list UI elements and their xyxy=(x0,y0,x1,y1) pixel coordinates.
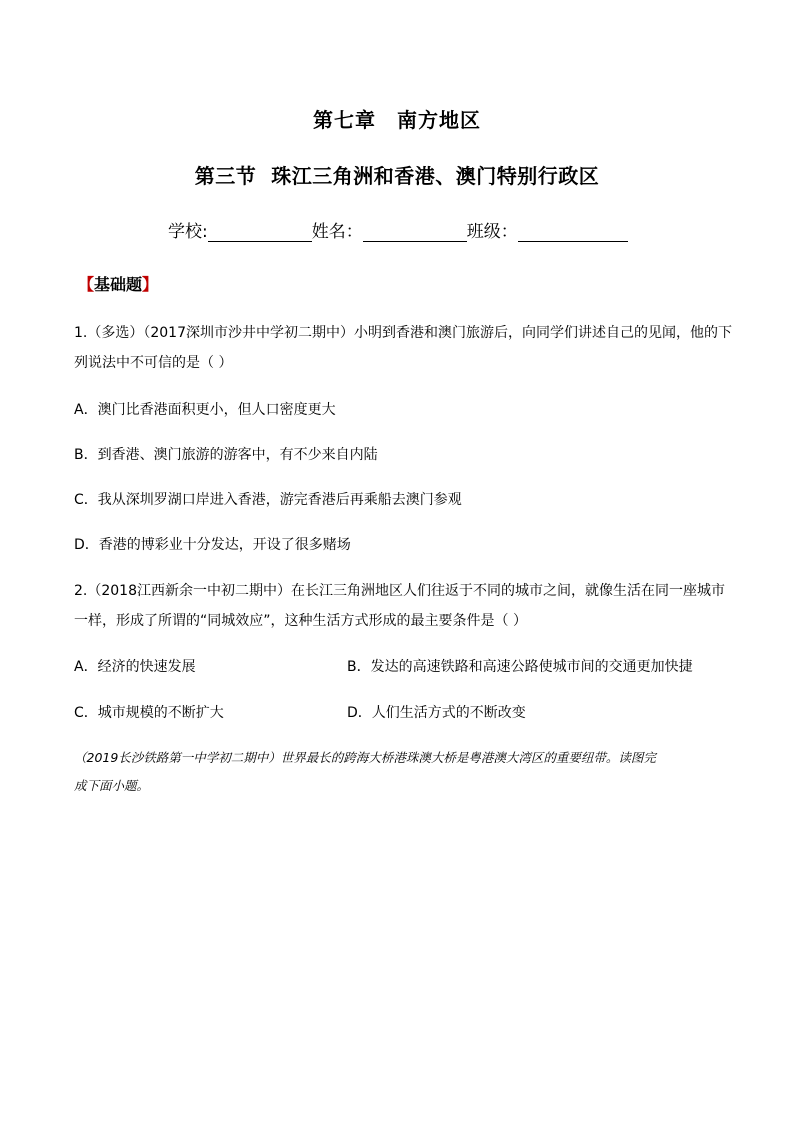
question-2-option-c: C．城市规模的不断扩大 xyxy=(74,705,224,721)
category-text: 基础题 xyxy=(94,275,143,294)
reading-note-line-1: （2019长沙铁路第一中学初二期中）世界最长的跨海大桥港珠澳大桥是粤港澳大湾区的重要纽带。读图完 xyxy=(74,750,656,765)
question-2-option-b: B．发达的高速铁路和高速公路使城市间的交通更加快捷 xyxy=(347,659,693,675)
question-1-stem xyxy=(74,318,734,378)
name-label: 姓名： xyxy=(311,222,363,242)
section-title: 第三节 珠江三角洲和香港、澳门特别行政区 xyxy=(194,164,600,188)
question-2-stem xyxy=(74,576,734,636)
class-label: 班级： xyxy=(466,222,518,242)
category-heading xyxy=(78,272,158,295)
student-info-row xyxy=(168,216,628,242)
question-1-option-a: A．澳门比香港面积更小，但人口密度更大 xyxy=(74,402,336,418)
school-blank[interactable] xyxy=(208,221,312,242)
chapter-title: 第七章 南方地区 xyxy=(313,108,481,132)
category-bracket-close: 】 xyxy=(142,275,159,294)
question-2-line-2: 一样，形成了所谓的“同城效应”，这种生活方式形成的最主要条件是（ ） xyxy=(74,613,527,629)
school-label: 学校: xyxy=(168,222,208,242)
question-2-option-a: A．经济的快速发展 xyxy=(74,659,196,675)
question-1-line-1: 1.（多选）（2017深圳市沙井中学初二期中）小明到香港和澳门旅游后，向同学们讲述自己的见闻，他的下 xyxy=(74,325,732,341)
question-1-option-c: C．我从深圳罗湖口岸进入香港，游完香港后再乘船去澳门参观 xyxy=(74,492,462,508)
question-2-line-1: 2.（2018江西新余一中初二期中）在长江三角洲地区人们往返于不同的城市之间，就像生活在同一座城市 xyxy=(74,583,725,599)
reading-note xyxy=(74,744,734,800)
name-blank[interactable] xyxy=(363,221,467,242)
question-1-option-b: B．到香港、澳门旅游的游客中，有不少来自内陆 xyxy=(74,447,378,463)
question-2-option-d: D．人们生活方式的不断改变 xyxy=(347,705,526,721)
class-blank[interactable] xyxy=(518,221,628,242)
reading-note-line-2: 成下面小题。 xyxy=(74,778,150,793)
category-bracket-open: 【 xyxy=(78,275,95,294)
question-1-option-d: D．香港的博彩业十分发达，开设了很多赌场 xyxy=(74,537,351,553)
question-1-line-2: 列说法中不可信的是（ ） xyxy=(74,355,233,371)
